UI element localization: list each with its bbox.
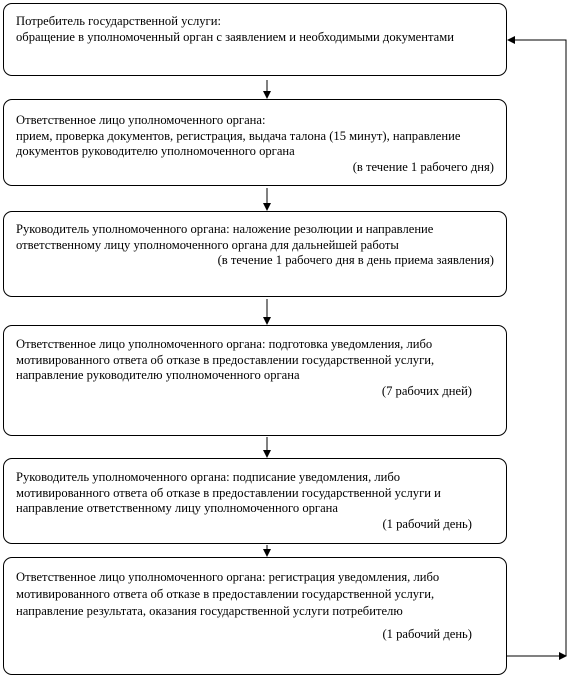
step-2-intake-registration bbox=[3, 99, 507, 186]
step-5-sign-notice bbox=[3, 458, 507, 544]
step-1-title: Потребитель государственной услуги: bbox=[16, 14, 221, 28]
step-3-text: Руководитель уполномоченного органа: наложение резолюции и направление ответственному лицу уполномоченного органа для дальнейшей работы bbox=[16, 222, 434, 252]
step-2-text: прием, проверка документов, регистрация, выдача талона (15 минут), направление документов руководителю уполномоченного органа bbox=[16, 128, 461, 158]
step-5-timing: (1 рабочий день) bbox=[382, 516, 472, 531]
step-1-text: обращение в уполномоченный орган с заявлением и необходимыми документами bbox=[16, 29, 454, 44]
step-2-title: Ответственное лицо уполномоченного органа: bbox=[16, 113, 266, 127]
step-6-timing: (1 рабочий день) bbox=[382, 627, 472, 641]
step-6-text: Ответственное лицо уполномоченного органа: регистрация уведомления, либо мотивированного ответа об отказе в предоставлении государственной услуги, направление результата, оказания государственной услуги потребителю bbox=[16, 570, 440, 618]
step-4-text: Ответственное лицо уполномоченного органа: подготовка уведомления, либо мотивированного ответа об отказе в предоставлении государственной услуги, направление руководителю уполномоченного органа bbox=[16, 337, 435, 382]
arrow-return-to-step-1 bbox=[508, 40, 566, 656]
step-2-timing: (в течение 1 рабочего дня) bbox=[352, 159, 494, 174]
step-4-timing: (7 рабочих дней) bbox=[381, 383, 472, 398]
step-3-resolution bbox=[3, 211, 507, 297]
step-6-register-deliver bbox=[3, 557, 507, 675]
step-4-prepare-notice bbox=[3, 325, 507, 436]
step-1-consumer-application bbox=[3, 3, 507, 76]
step-3-timing: (в течение 1 рабочего дня в день приема заявления) bbox=[217, 253, 494, 267]
step-5-text: Руководитель уполномоченного органа: подписание уведомления, либо мотивированного ответа об отказе в предоставлении государственной услуги и направление ответственному лицу уполномоченного органа bbox=[16, 470, 441, 515]
